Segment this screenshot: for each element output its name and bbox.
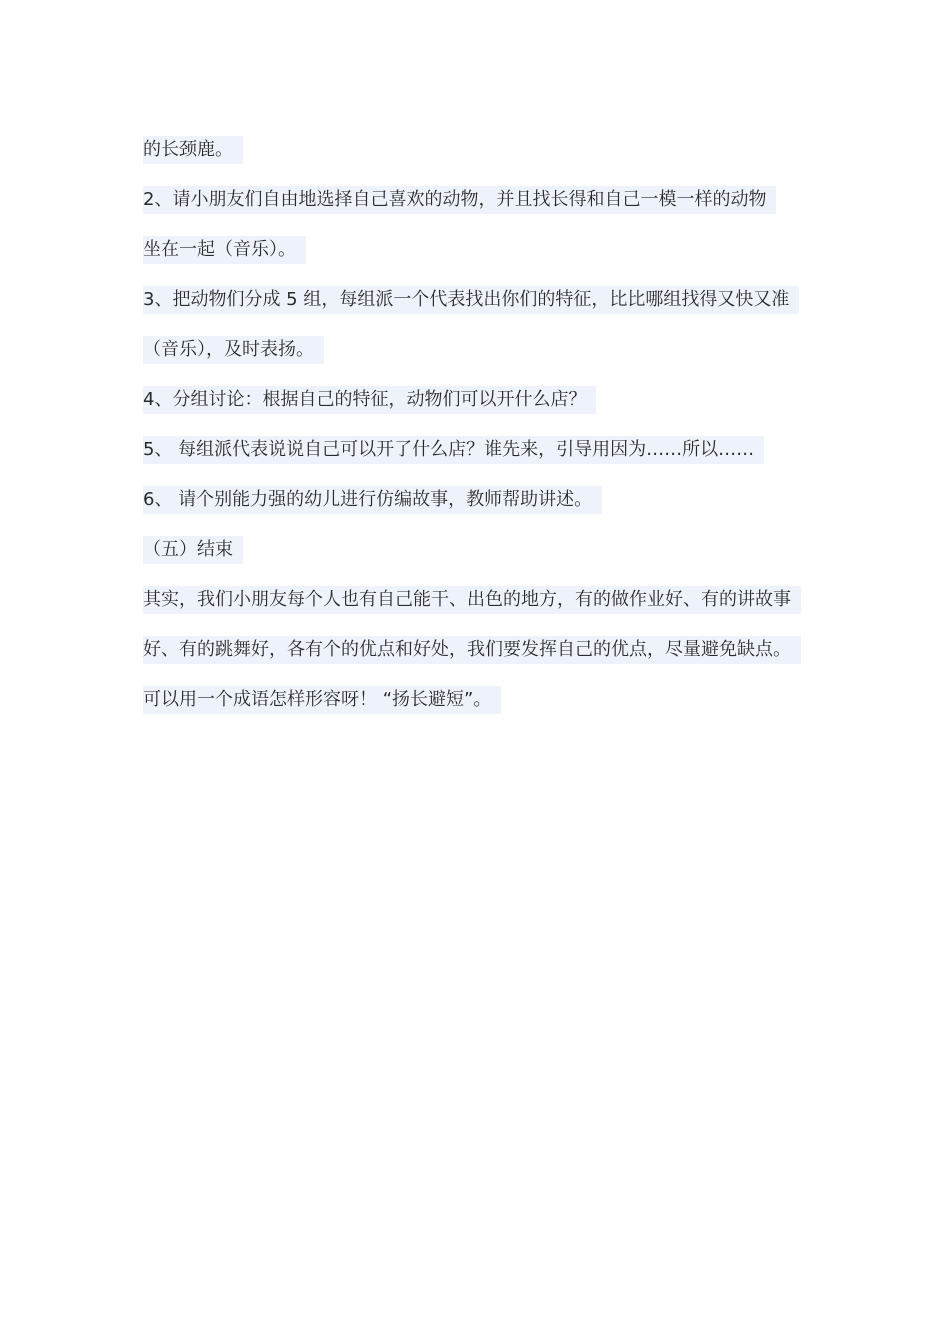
text-line	[143, 136, 813, 186]
text-line	[143, 386, 813, 436]
section-heading	[143, 536, 813, 586]
heading-text: （五）结束	[143, 536, 243, 564]
text-line	[143, 686, 813, 736]
text-line	[143, 636, 813, 686]
paragraph-text: 3、把动物们分成 5 组，每组派一个代表找出你们的特征，比比哪组找得又快又准	[143, 286, 799, 314]
document-body	[143, 136, 813, 736]
paragraph-text: 5、 每组派代表说说自己可以开了什么店？谁先来，引导用因为……所以……	[143, 436, 764, 464]
text-line	[143, 236, 813, 286]
paragraph-text: 好、有的跳舞好，各有个的优点和好处，我们要发挥自己的优点，尽量避免缺点。	[143, 636, 801, 664]
text-line	[143, 336, 813, 386]
text-line	[143, 436, 813, 486]
paragraph-text: （音乐），及时表扬。	[143, 336, 324, 364]
text-line	[143, 286, 813, 336]
text-line	[143, 586, 813, 636]
paragraph-text: 的长颈鹿。	[143, 136, 243, 164]
text-line	[143, 486, 813, 536]
paragraph-text: 2、请小朋友们自由地选择自己喜欢的动物，并且找长得和自己一模一样的动物	[143, 186, 776, 214]
text-line	[143, 186, 813, 236]
paragraph-text: 4、分组讨论：根据自己的特征，动物们可以开什么店？	[143, 386, 596, 414]
paragraph-text: 其实，我们小朋友每个人也有自己能干、出色的地方，有的做作业好、有的讲故事	[143, 586, 801, 614]
paragraph-text: 可以用一个成语怎样形容呀！ “扬长避短”。	[143, 686, 501, 714]
paragraph-text: 坐在一起（音乐）。	[143, 236, 306, 264]
paragraph-text: 6、 请个别能力强的幼儿进行仿编故事，教师帮助讲述。	[143, 486, 602, 514]
